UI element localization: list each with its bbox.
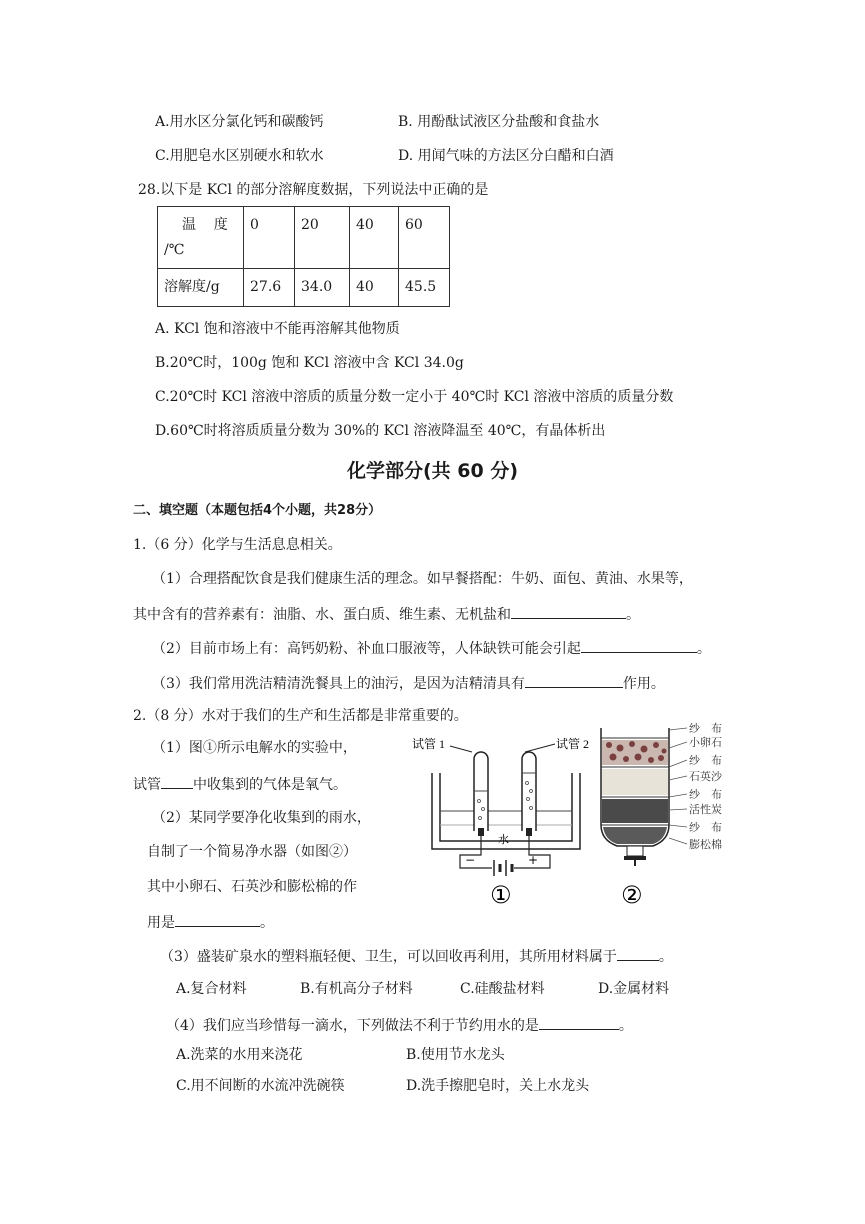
table-cell: 27.6 <box>244 269 295 307</box>
figure-number-1: ① <box>490 881 512 908</box>
q27-option-a: A.用水区分氯化钙和碳酸钙 <box>155 114 324 130</box>
q1-sub3 <box>152 674 665 693</box>
q2-sub2-text-a: 用是 <box>147 915 175 931</box>
q1-sub2-text: （2）目前市场上有：高钙奶粉、补血口服液等，人体缺铁可能会引起 <box>152 641 581 657</box>
solubility-table <box>157 206 450 307</box>
q1-sub1-line2 <box>133 605 640 624</box>
electrode-1 <box>478 828 484 836</box>
q2-sub4-option-b: B.使用节水龙头 <box>406 1047 505 1063</box>
section-title: 化学部分(共 60 分) <box>346 460 519 482</box>
q28-option-c: C.20℃时 KCl 溶液中溶质的质量分数一定小于 40℃时 KCl 溶液中溶质的质量分数 <box>155 389 674 405</box>
q2-sub3 <box>160 947 673 966</box>
table-cell: 0 <box>244 207 295 269</box>
electrolysis-figure <box>410 733 590 908</box>
table-row <box>158 207 450 269</box>
q2-sub2-line2: 自制了一个简易净水器（如图②） <box>147 844 357 860</box>
q2-sub3-option-c: C.硅酸盐材料 <box>460 981 545 997</box>
q2-sub3-option-a: A.复合材料 <box>176 981 247 997</box>
table-cell: 40 <box>350 269 399 307</box>
q2-sub3-text: （3）盛装矿泉水的塑料瓶轻便、卫生，可以回收再利用，其所用材料属于 <box>160 949 617 965</box>
q2-sub2-line4 <box>147 913 274 932</box>
q2-sub1-text-a: 试管 <box>133 777 161 793</box>
q2-stem: 2.（8 分）水对于我们的生产和生活都是非常重要的。 <box>133 708 468 724</box>
purifier-label: 活性炭 <box>689 804 722 816</box>
table-row <box>158 269 450 307</box>
answer-blank[interactable] <box>581 639 697 653</box>
purifier-label: 小卵石 <box>689 737 722 749</box>
q1-sub1-line1: （1）合理搭配饮食是我们健康生活的理念。如早餐搭配：牛奶、面包、黄油、水果等， <box>152 571 693 587</box>
tube2-label: 试管 2 <box>556 737 590 751</box>
table-row-label: 溶解度/g <box>158 269 244 307</box>
temperature-unit: /℃ <box>164 241 185 258</box>
answer-blank[interactable] <box>175 913 260 927</box>
q2-sub3-option-b: B.有机高分子材料 <box>300 981 413 997</box>
q2-sub3-end: 。 <box>658 949 673 965</box>
tube1-label: 试管 1 <box>412 737 446 751</box>
answer-blank[interactable] <box>539 1016 619 1030</box>
q28-option-b: B.20℃时，100g 饱和 KCl 溶液中含 KCl 34.0g <box>155 355 464 371</box>
q1-sub3-end: 作用。 <box>622 676 665 692</box>
q2-sub4-text: （4）我们应当珍惜每一滴水，下列做法不利于节约用水的是 <box>166 1018 539 1034</box>
q27-option-b: B. 用酚酞试液区分盐酸和食盐水 <box>398 114 600 130</box>
table-cell: 20 <box>295 207 350 269</box>
q28-option-a: A. KCl 饱和溶液中不能再溶解其他物质 <box>155 321 400 337</box>
q1-sub2 <box>152 639 711 658</box>
purifier-label: 石英沙 <box>689 771 722 783</box>
minus-label: − <box>465 853 476 867</box>
q2-sub4 <box>166 1016 633 1035</box>
answer-blank[interactable] <box>161 775 193 789</box>
trough <box>440 773 572 841</box>
q2-sub2-line3: 其中小卵石、石英沙和膨松棉的作 <box>147 879 357 895</box>
table-cell: 40 <box>350 207 399 269</box>
table-header-cell <box>158 207 244 269</box>
q2-sub3-option-d: D.金属材料 <box>598 981 670 997</box>
part2-heading: 二、填空题（本题包括4个小题，共28分） <box>133 503 382 518</box>
q27-option-c: C.用肥皂水区别硬水和软水 <box>155 148 324 164</box>
q28-option-d: D.60℃时将溶质质量分数为 30%的 KCl 溶液降温至 40℃，有晶体析出 <box>155 423 606 439</box>
purifier-label: 纱 布 <box>689 789 722 801</box>
q1-sub1-text: 其中含有的营养素有：油脂、水、蛋白质、维生素、无机盐和 <box>133 607 511 623</box>
q2-sub1-text-b: 中收集到的气体是氧气。 <box>193 777 347 793</box>
electrode-2 <box>526 828 532 836</box>
water-label: 水 <box>498 834 509 846</box>
q27-option-d: D. 用闻气味的方法区分白醋和白酒 <box>398 148 614 164</box>
temperature-label: 温 度 <box>182 217 228 233</box>
table-cell: 34.0 <box>295 269 350 307</box>
answer-blank[interactable] <box>525 674 623 688</box>
answer-blank[interactable] <box>511 605 626 619</box>
q2-sub4-option-d: D.洗手擦肥皂时，关上水龙头 <box>406 1078 590 1094</box>
table-cell: 45.5 <box>399 269 450 307</box>
q28-stem: 28.以下是 KCl 的部分溶解度数据，下列说法中正确的是 <box>138 182 489 198</box>
q2-sub1-line2 <box>133 775 347 794</box>
q2-sub4-option-a: A.洗菜的水用来浇花 <box>176 1047 303 1063</box>
purifier-label: 纱 布 <box>689 822 722 834</box>
q1-sub1-end: 。 <box>626 607 640 623</box>
q1-stem: 1.（6 分）化学与生活息息相关。 <box>133 537 342 553</box>
figure-number-2: ② <box>621 881 643 909</box>
q2-sub2-text-b: 。 <box>260 915 274 931</box>
test-tube-2 <box>522 752 536 831</box>
purifier-label: 膨松棉 <box>689 839 722 851</box>
purifier-label: 纱 布 <box>689 723 722 735</box>
q1-sub3-text: （3）我们常用洗洁精清洗餐具上的油污，是因为洁精清具有 <box>152 676 525 692</box>
plus-label: + <box>528 853 539 867</box>
purifier-label: 纱 布 <box>689 755 722 767</box>
table-cell: 60 <box>399 207 450 269</box>
q2-sub2-line1: （2）某同学要净化收集到的雨水， <box>152 810 371 826</box>
water-purifier-figure <box>595 720 765 910</box>
q2-sub4-end: 。 <box>618 1018 633 1034</box>
q2-sub4-option-c: C.用不间断的水流冲洗碗筷 <box>176 1078 345 1094</box>
q1-sub2-end: 。 <box>696 641 711 657</box>
answer-blank[interactable] <box>617 947 659 961</box>
q2-sub1-line1: （1）图①所示电解水的实验中， <box>152 740 357 756</box>
